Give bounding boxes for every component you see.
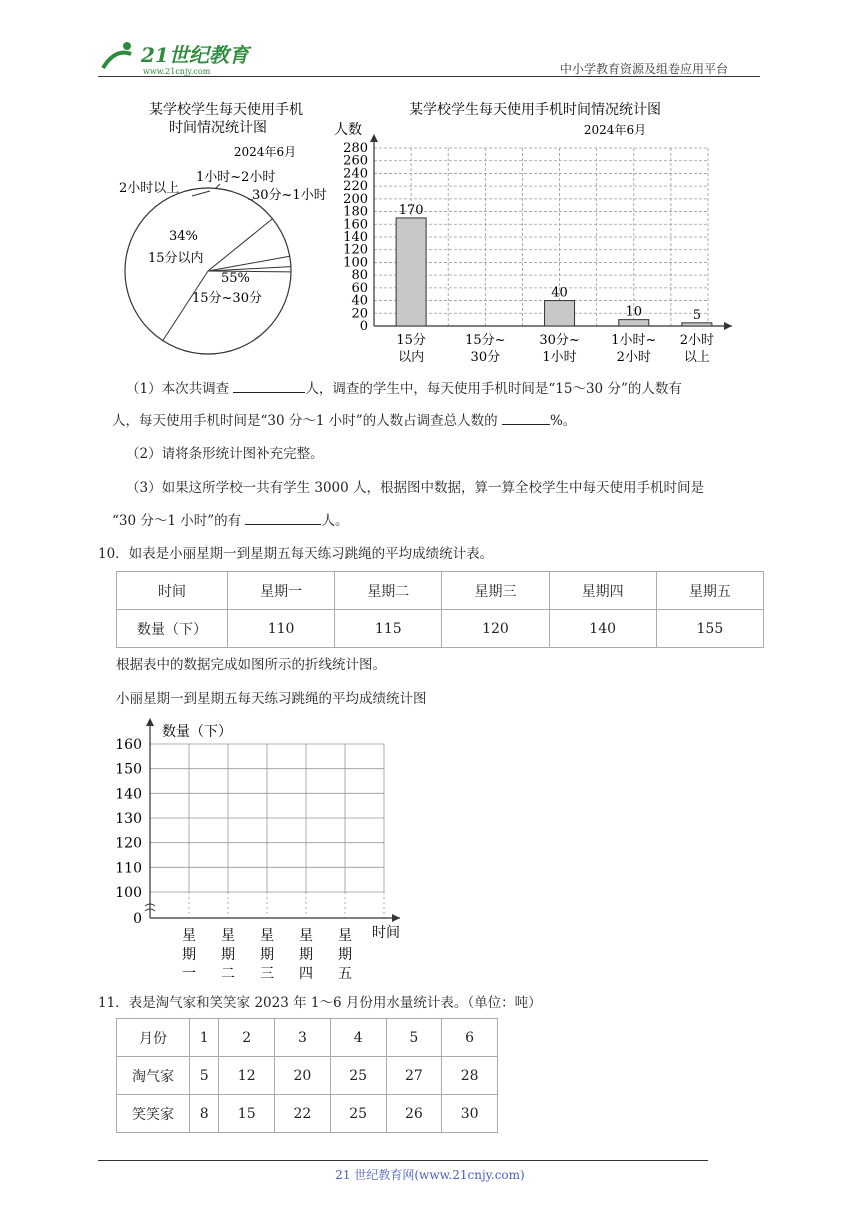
line-category-label: 星 xyxy=(260,928,274,944)
bar-ytick-label: 260 xyxy=(343,153,368,169)
line-ytick-label: 160 xyxy=(115,737,142,753)
line-category-label: 期 xyxy=(338,947,352,963)
line-category-label: 期 xyxy=(299,947,313,963)
q11-table xyxy=(116,1018,498,1133)
q9-part3-line2: “30 分～1 小时”的有 人。 xyxy=(112,510,348,531)
line-category-label: 期 xyxy=(182,947,196,963)
line-category-label: 五 xyxy=(338,966,352,982)
bar-value-label: 10 xyxy=(625,304,643,320)
bar-2 xyxy=(545,301,575,326)
bar-date: 2024年6月 xyxy=(583,123,647,137)
line-category-label: 三 xyxy=(260,966,274,982)
bar-ytick-label: 140 xyxy=(343,230,368,245)
bar-ytick-label: 60 xyxy=(351,280,368,296)
bar-y-arrow xyxy=(370,134,378,142)
site-logo xyxy=(95,38,255,78)
pie-label-within15: 15分以内 xyxy=(148,251,204,266)
bar-category-label: 15分~ xyxy=(465,333,506,348)
line-ylabel: 数量（下） xyxy=(162,724,232,740)
line-category-label: 星 xyxy=(182,928,196,944)
bar-ylabel: 人数 xyxy=(334,122,362,138)
bar-ytick-label: 0 xyxy=(359,319,368,334)
line-category-label: 星 xyxy=(221,928,235,944)
line-category-label: 四 xyxy=(299,966,313,982)
pie-label-15to30: 15分~30分 xyxy=(192,291,262,306)
bar-chart xyxy=(330,96,750,372)
table-row: 笑笑家 8 15 22 25 26 30 xyxy=(117,1095,498,1133)
line-category-label: 期 xyxy=(260,947,274,963)
table-row: 数量（下） 110 115 120 140 155 xyxy=(117,610,764,648)
bar-4 xyxy=(682,323,712,326)
bar-category-label: 30分 xyxy=(470,350,501,365)
line-category-label: 期 xyxy=(221,947,235,963)
q10-chart-title: 小丽星期一到星期五每天练习跳绳的平均成绩统计图 xyxy=(116,691,427,707)
line-ytick-label: 100 xyxy=(115,885,142,901)
pie-label-1to2h: 1小时~2小时 xyxy=(196,170,276,185)
bar-ytick-label: 120 xyxy=(343,242,368,258)
answer-blank-total[interactable] xyxy=(233,378,305,393)
bar-category-label: 1小时 xyxy=(542,350,577,365)
bar-category-label: 15分 xyxy=(396,333,426,348)
logo-url: www.21cnjy.com xyxy=(143,67,211,76)
bar-ytick-label: 20 xyxy=(351,306,368,322)
line-y-arrow xyxy=(146,718,154,726)
line-ytick-label: 120 xyxy=(115,835,142,852)
bar-value-label: 5 xyxy=(692,307,702,323)
bar-category-label: 2小时 xyxy=(616,350,651,365)
q10-stem: 10．如表是小丽星期一到星期五每天练习跳绳的平均成绩统计表。 xyxy=(98,546,494,562)
bar-category-label: 以内 xyxy=(398,350,425,365)
bar-ytick-label: 220 xyxy=(343,179,368,195)
header-divider xyxy=(98,76,760,77)
q10-instruction: 根据表中的数据完成如图所示的折线统计图。 xyxy=(116,657,386,673)
line-ytick-label: 110 xyxy=(115,860,142,877)
line-category-label: 一 xyxy=(182,966,196,982)
line-ytick-label: 150 xyxy=(115,761,142,778)
pie-slices xyxy=(125,184,291,354)
line-xlabel: 时间 xyxy=(372,925,400,941)
logo-text: 21世纪教育 xyxy=(141,43,249,67)
q10-table xyxy=(116,571,764,648)
table-row: 时间 星期一 星期二 星期三 星期四 星期五 xyxy=(117,572,764,610)
footer-divider xyxy=(98,1160,708,1161)
line-x-arrow xyxy=(392,914,400,922)
q9-part2: （2）请将条形统计图补充完整。 xyxy=(126,446,324,462)
bar-0 xyxy=(396,218,426,326)
pie-pct-within15: 34% xyxy=(169,229,198,244)
q9-part1-line2: 人，每天使用手机时间是“30 分～1 小时”的人数占调查总人数的 %。 xyxy=(112,410,576,431)
line-category-label: 星 xyxy=(338,928,352,944)
pie-pct-15to30: 55% xyxy=(221,271,250,286)
bar-ytick-label: 240 xyxy=(343,166,368,182)
bar-category-label: 2小时 xyxy=(679,333,715,348)
q9-part3-line1: （3）如果这所学校一共有学生 3000 人，根据图中数据，算一算全校学生中每天使用手机时间是 xyxy=(126,480,705,496)
footer-text: 21 世纪教育网(www.21cnjy.com) xyxy=(335,1168,525,1182)
bar-x-arrow xyxy=(724,322,732,330)
bar-category-label: 30分~ xyxy=(539,333,580,348)
pie-date: 2024年6月 xyxy=(233,145,297,159)
table-row: 淘气家 5 12 20 25 27 28 xyxy=(117,1057,498,1095)
header-platform-text: 中小学教育资源及组卷应用平台 xyxy=(560,62,729,76)
bar-ytick-label: 200 xyxy=(343,191,368,207)
bar-value-label: 170 xyxy=(398,202,424,218)
pie-label-over2h: 2小时以上 xyxy=(119,181,180,196)
pie-title-line2: 时间情况统计图 xyxy=(169,120,267,136)
bar-category-label: 1小时~ xyxy=(611,333,657,348)
bar-ytick-label: 40 xyxy=(351,293,368,309)
pie-chart xyxy=(110,96,340,356)
bar-3 xyxy=(619,320,649,326)
bar-ytick-label: 280 xyxy=(343,141,368,156)
bar-category-label: 以上 xyxy=(683,350,710,365)
line-category-label: 星 xyxy=(299,928,313,944)
table-row: 月份 1 2 3 4 5 6 xyxy=(117,1019,498,1057)
bar-ytick-label: 80 xyxy=(351,268,368,284)
pie-label-30to1h: 30分~1小时 xyxy=(252,188,327,203)
bar-ytick-label: 160 xyxy=(343,217,368,233)
line-ytick-label: 130 xyxy=(115,811,142,827)
pie-title-line1: 某学校学生每天使用手机 xyxy=(149,102,303,118)
answer-blank-school[interactable] xyxy=(245,510,321,525)
line-chart-grid[interactable] xyxy=(110,712,420,982)
line-category-label: 二 xyxy=(221,966,235,982)
line-ytick-label: 140 xyxy=(115,786,142,803)
q9-part1-line1: （1）本次共调查 人，调查的学生中，每天使用手机时间是“15～30 分”的人数有 xyxy=(126,378,682,399)
bar-ytick-label: 180 xyxy=(343,204,368,220)
bar-title: 某学校学生每天使用手机时间情况统计图 xyxy=(409,102,661,118)
bar-ytick-label: 100 xyxy=(343,255,368,271)
q11-stem: 11．表是淘气家和笑笑家 2023 年 1～6 月份用水量统计表。（单位：吨） xyxy=(98,995,542,1011)
bar-value-label: 40 xyxy=(551,285,568,301)
line-ytick-label: 0 xyxy=(133,911,142,927)
answer-blank-percent[interactable] xyxy=(502,410,550,425)
